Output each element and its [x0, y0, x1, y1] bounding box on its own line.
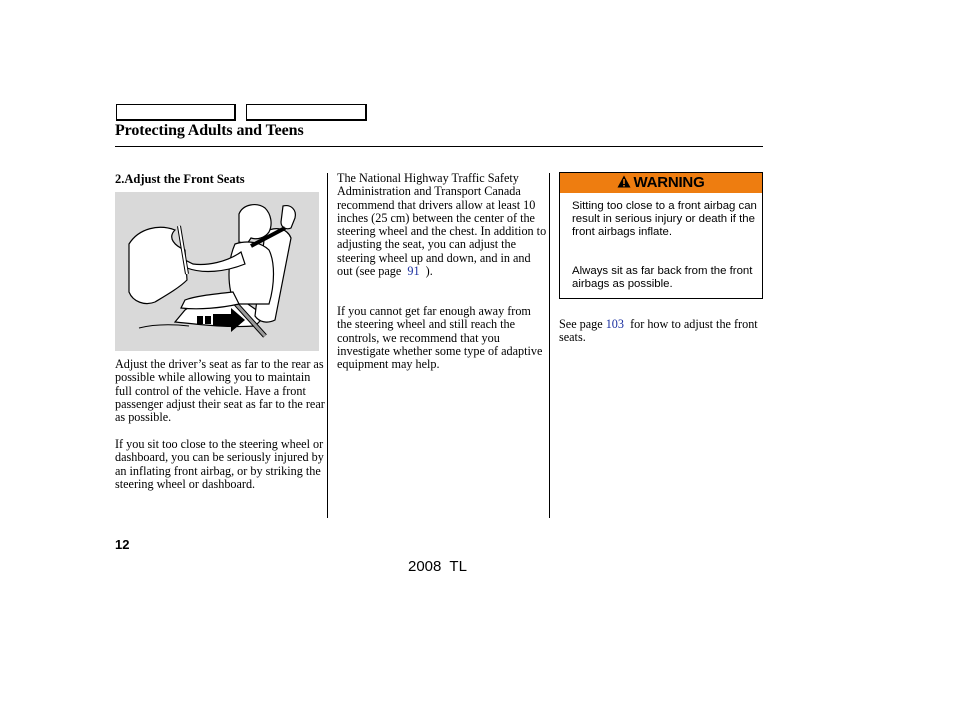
nhtsa-text: The National Highway Traffic Safety Administration and Transport Canada recommend that drivers allow at least 10 inches (25 cm) between the center of the steering wheel and the chest. In addition to adjusting the seat, you can adjust the steering wheel up and down, and in and out (see page [337, 171, 547, 279]
page-link-103[interactable]: 103 [605, 317, 624, 331]
nhtsa-end: ). [425, 264, 433, 279]
warning-text-2: Always sit as far back from the front airbags as possible. [572, 265, 753, 290]
see-page-note [559, 318, 763, 345]
driver-seat-icon [115, 192, 319, 351]
driver-seat-illustration [115, 192, 319, 351]
model-footer: 2008 TL [408, 558, 467, 575]
nhtsa-paragraph [337, 172, 547, 278]
seat-adjust-paragraph: Adjust the driver’s seat as far to the rear as possible while allowing you to maintain full control of the vehicle. Have a front passenger adjust their seat as far to the rear as possible. [115, 357, 325, 425]
adaptive-equipment-paragraph: If you cannot get far enough away from the steering wheel and still reach the controls, we recommend that you investigate whether some type of adaptive equipment may help. [337, 304, 543, 372]
see-suffix: for how to adjust the front seats. [559, 317, 758, 345]
warning-label: WARNING [633, 174, 705, 191]
warning-text-1: Sitting too close to a front airbag can result in serious injury or death if the front airbags inflate. [572, 200, 757, 238]
page-number: 12 [115, 537, 130, 552]
warning-header [560, 173, 762, 193]
warning-triangle-icon [617, 175, 631, 188]
page-title: Protecting Adults and Teens [115, 122, 304, 139]
header-tab-right [246, 104, 367, 121]
see-prefix: See page [559, 317, 603, 331]
column-divider-1 [327, 173, 328, 518]
column-divider-2 [549, 173, 550, 518]
section-heading: 2.Adjust the Front Seats [115, 172, 245, 186]
header-tab-left [116, 104, 236, 121]
warning-box [559, 172, 763, 299]
airbag-risk-paragraph: If you sit too close to the steering wheel or dashboard, you can be seriously injured by an inflating front airbag, or by striking the steering wheel or dashboard. [115, 437, 324, 491]
page-link-91[interactable]: 91 [407, 264, 420, 279]
title-rule [115, 146, 763, 147]
